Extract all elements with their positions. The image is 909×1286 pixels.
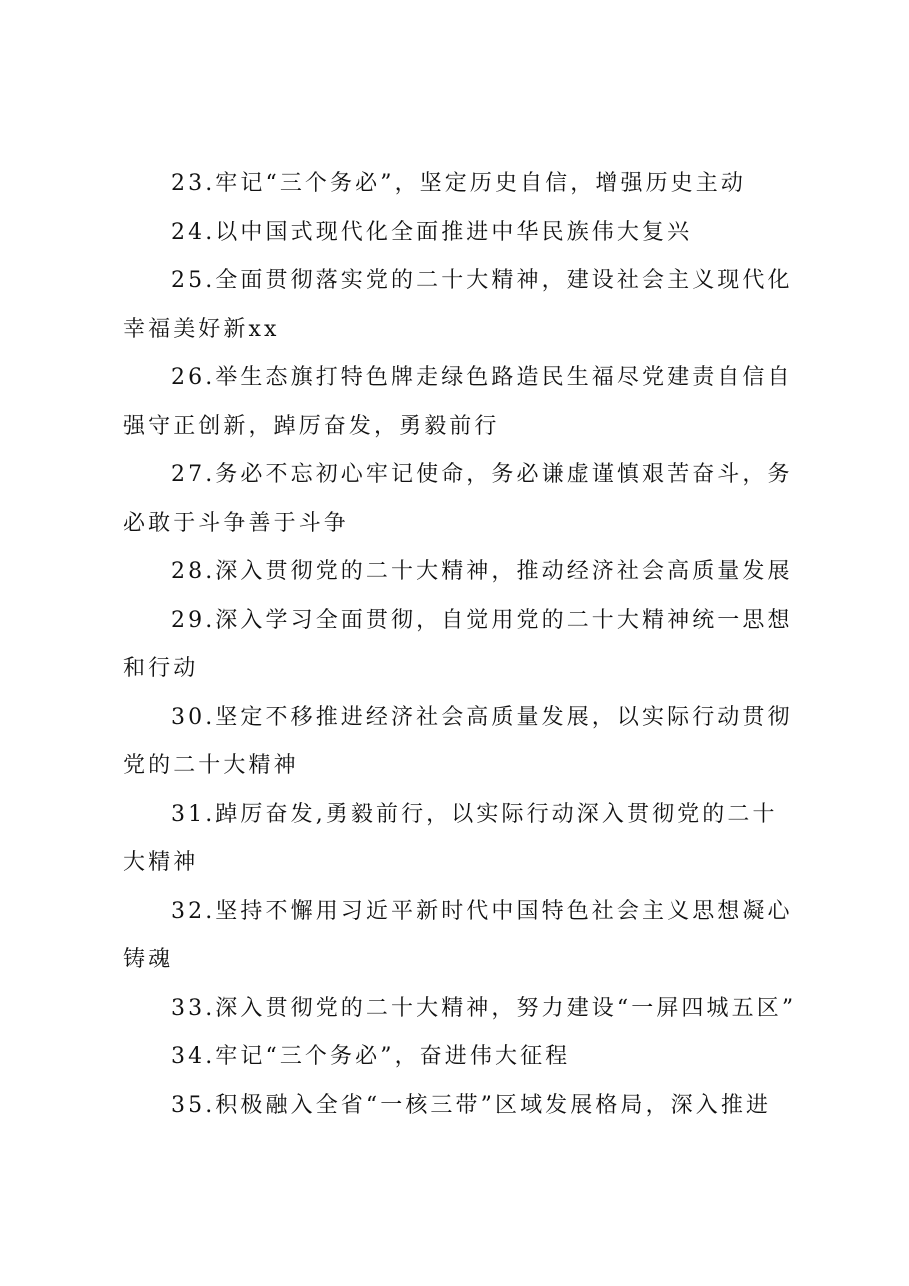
list-item: 32.坚持不懈用习近平新时代中国特色社会主义思想凝心铸魂 [123,898,793,972]
list-item: 25.全面贯彻落实党的二十大精神，建设社会主义现代化幸福美好新xx [123,268,793,342]
list-item: 27.务必不忘初心牢记使命，务必谦虚谨慎艰苦奋斗，务必敢于斗争善于斗争 [123,462,793,536]
list-item: 35.积极融入全省“一核三带”区域发展格局，深入推进 [171,1092,772,1118]
slogan-list [123,160,799,1130]
list-item: 24.以中国式现代化全面推进中华民族伟大复兴 [171,219,693,245]
list-item: 29.深入学习全面贯彻，自觉用党的二十大精神统一思想和行动 [123,607,793,681]
list-item: 26.举生态旗打特色牌走绿色路造民生福尽党建责自信自强守正创新，踔厉奋发，勇毅前行 [123,365,793,439]
list-item: 28.深入贯彻党的二十大精神，推动经济社会高质量发展 [171,559,793,584]
list-item: 31.踔厉奋发,勇毅前行，以实际行动深入贯彻党的二十大精神 [123,801,778,875]
list-item: 34.牢记“三个务必”，奋进伟大征程 [171,1044,571,1069]
list-item: 30.坚定不移推进经济社会高质量发展，以实际行动贯彻党的二十大精神 [123,704,793,778]
list-item: 23.牢记“三个务必”，坚定历史自信，增强历史主动 [171,171,746,196]
list-item: 33.深入贯彻党的二十大精神，努力建设“一屏四城五区” [171,995,797,1021]
